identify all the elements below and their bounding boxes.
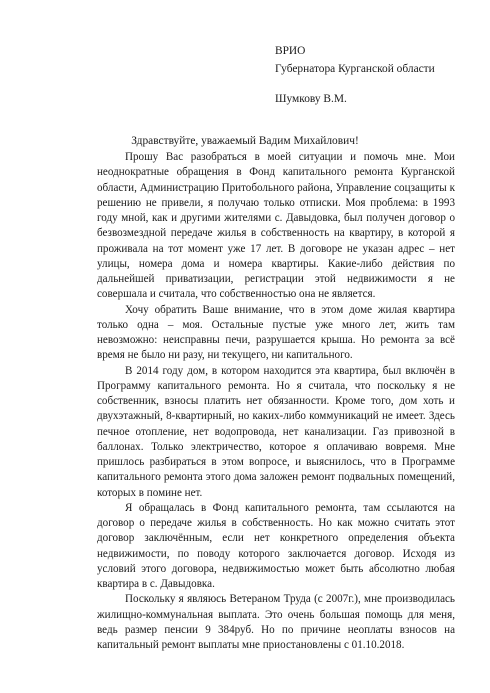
addressee-name: Шумкову В.М. xyxy=(275,93,347,105)
paragraph: В 2014 году дом, в котором находится эта квартира, был включён в Программу капитального ремонта. Но я считала, что поскольку я не собственник, взносы платить нет обязанности. Кроме того, дом хоть и двухэтажный, 8-квартирный, но каких-либо коммуникаций не имеет. Здесь печное отопление, нет водопровода, нет канализации. Газ привозной в баллонах. Только электричество, которое я оплачиваю вовремя. Мне пришлось разбираться в этом вопросе, и выяснилось, что в Программе капитального ремонта этого дома заложен ремонт подвальных помещений, которых в помине нет. xyxy=(97,364,455,499)
addressee-title: ВРИО xyxy=(275,45,306,57)
addressee-position: Губернатора Курганской области xyxy=(275,63,435,75)
letter-body xyxy=(97,150,455,653)
greeting: Здравствуйте, уважаемый Вадим Михайлович! xyxy=(131,135,359,147)
paragraph: Хочу обратить Ваше внимание, что в этом доме жилая квартира только одна – моя. Остальные пустые уже много лет, жить там невозможно: неисправны печи, разрушается крыша. Но ремонта за всё время не было ни разу, ни текущего, ни капитального. xyxy=(97,303,455,362)
paragraph: Я обращалась в Фонд капитального ремонта, там ссылаются на договор о передаче жилья в собственность. Но как можно считать этот договор заключённым, если нет конкретного определения объекта недвижимости, по поводу которого заключается договор. Исходя из условий этого договора, недвижимостью может быть абсолютно любая квартира в с. Давыдовка. xyxy=(97,501,455,590)
paragraph: Прошу Вас разобраться в моей ситуации и помочь мне. Мои неоднократные обращения в Фонд капитального ремонта Курганской области, Администрацию Притобольного района, Управление соцзащиты к решению не привели, я получаю только отписки. Моя проблема: в 1993 году мной, как и другими жителями с. Давыдовка, был получен договор о безвозмездной передаче жилья в собственность на квартиру, в которой я проживала на тот момент уже 17 лет. В договоре не указан адрес – нет улицы, номера дома и номера квартиры. Какие-либо действия по дальнейшей приватизации, регистрации этой недвижимости я не совершала и считала, что собственностью она не является. xyxy=(97,151,455,301)
paragraph: Поскольку я являюсь Ветераном Труда (с 2007г.), мне производилась жилищно-коммунальная выплата. Это очень большая помощь для меня, ведь размер пенсии 9 384руб. Но по причине неоплаты взносов на капитальный ремонт выплаты мне приостановлены с 01.10.2018. xyxy=(97,593,455,651)
addressee-block xyxy=(275,42,435,108)
